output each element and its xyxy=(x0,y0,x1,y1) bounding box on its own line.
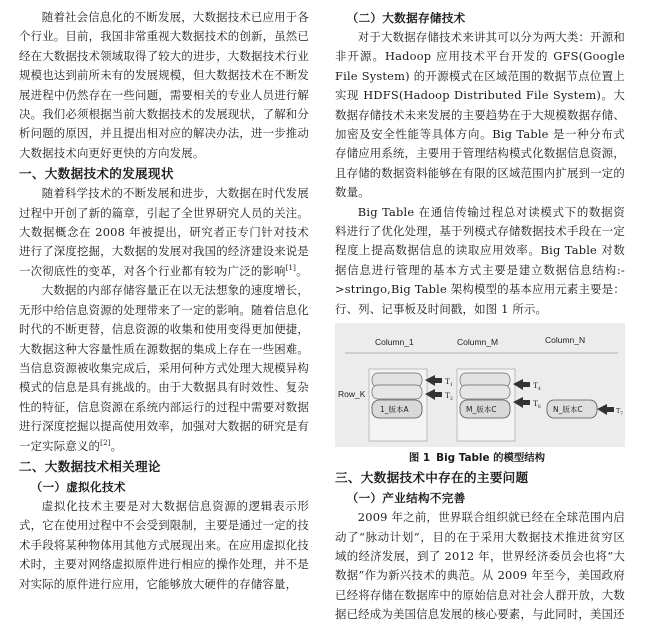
subsection-heading-storage: （二）大数据存储技术 xyxy=(346,11,466,25)
reference-1: [1] xyxy=(285,264,297,273)
section-heading-3: 三、大数据技术中存在的主要问题 xyxy=(335,470,529,486)
arrow-left-icon xyxy=(425,375,442,386)
right-column xyxy=(335,8,625,625)
version-bubble xyxy=(460,385,510,399)
arrow-left-icon xyxy=(597,404,614,415)
intro-paragraph: 随着社会信息化的不断发展，大数据技术已应用于各个行业。目前，我国非常重视大数据技术的创新，虽然已经在大数据技术领域取得了较大的进步，大数据技术行业规模也达到前所未有的发展规模，但大数据技术在不断发展进程中仍然存在一些问题，需要相关的专业人员进行解决。我们必须根据当前大数据技术的发展现状，了解和分析问题的原因，并且提出相对应的解决办法，进一步推动大数据技术向更好更快的方向发展。 xyxy=(19,10,309,160)
reference-2: [2] xyxy=(100,438,111,447)
timestamp-t4: $T_4$ xyxy=(533,381,541,393)
paragraph-storage-types: 对于大数据存储技术来讲其可以分为两大类：开源和非开源。Hadoop 应用技术平台开发的 GFS(Google File System) 的开源模式在区域范围的数据节点位置上实现 HDFS(Hadoop Distributed File System)。大数据存储技术未来发展的主要趋势在于大规模数据存储、加密及安全性能等具体方向。Big Table 是一种分布式存储应用系统，主要用于管理结构模式化数据信息资源，且存储的数据资料能够在有限的区域范围内扩展到一定的数量。 xyxy=(335,30,625,200)
paragraph-storage-capacity xyxy=(19,281,309,456)
arrow-left-icon xyxy=(513,397,530,408)
cell-1-version-label: 1_版本A xyxy=(380,405,409,415)
paragraph-end: 。 xyxy=(296,263,308,278)
figure-title: Big Table 的模型结构 xyxy=(436,452,546,465)
column-n-label: Column_N xyxy=(545,335,586,346)
timestamp-t1: $T_1$ xyxy=(445,377,453,389)
arrow-left-icon xyxy=(513,379,530,390)
paragraph-text: 随着科学技术的不断发展和进步，大数据在时代发展过程中开创了新的篇章，引起了全世界研究人员的关注。大数据概念在 2008 年被提出，研究者正专门针对技术进行了深度挖掘，大数据的发展对我国的经济建设来说是一次彻底性的变革，对各个行业都有较为广泛的影响 xyxy=(19,186,309,278)
paragraph-industry: 2009 年之前，世界联合组织就已经在全球范围内启动了“脉动计划”，目的在于采用大数据技术推进贫穷区域的经济发展，到了 2012 年，世界经济委员会也将“大数据”作为新兴技术的典范。从 2009 年至今，美国政府已经将存储在数据库中的原始信息对社会人群开放，大数据已经成为美国信息发展的核心要素，与此同时，美国还 xyxy=(335,510,625,622)
subsection-heading-industry: （一）产业结构不完善 xyxy=(346,491,466,506)
section-heading-2: 二、大数据技术相关理论 xyxy=(19,458,161,474)
subsection-heading-virtualization: （一）虚拟化技术 xyxy=(30,479,126,494)
left-column xyxy=(19,8,309,594)
bigtable-diagram xyxy=(335,323,625,447)
timestamp-t3: $T_3$ xyxy=(445,391,453,403)
cell-n-version-label: N_版本C xyxy=(553,405,583,415)
paragraph-text: 大数据的内部存储容量正在以无法想象的速度增长，无形中给信息资源的处理带来了一定的影响。随着信息化时代的不断更替，信息资源的收集和使用变得更加便捷，大数据这种大容量性质在源数据的集成上存在一些困难。当信息资源被收集完成后，采用何种方式处理大规模异构模式的信息是具有挑战的。由于大数据具有时效性、复杂性的特征，信息资源在系统内部运行的过程中需要对数据进行深度挖掘以提高使用效率，加强对大数据的研究是有一定实际意义的 xyxy=(19,283,309,453)
bigtable-figure xyxy=(335,323,625,447)
cell-m-version-label: M_版本C xyxy=(466,405,497,415)
paragraph-virtualization: 虚拟化技术主要是对大数据信息资源的逻辑表示形式，它在使用过程中不会受到限制，主要是通过一定的技术手段将某种物体用其他方式展现出来。在应用虚拟化技术时，主要对网络虚拟原件进行相应的操作处理，并不是对实际的原件进行应用，它能够放大硬件的存储容量， xyxy=(19,498,309,591)
timestamp-t7: $T_7$ xyxy=(616,407,623,418)
version-bubble xyxy=(372,385,422,399)
paragraph-bigtable: Big Table 在通信传输过程总对读模式下的数据资料进行了优化处理，基于列模式存储数据技术手段在一定程度上提高数据信息的读取应用效率。Big Table 对数据信息进行管理的基本方式主要是建立数据信息结构:->stringo,Big Table 架构模型的基本应用元素主要是：行、列、记事板及时间戳，如图 1 所示。 xyxy=(335,204,625,316)
timestamp-t6: $T_6$ xyxy=(533,399,541,411)
figure-number: 图 1 xyxy=(408,452,431,465)
column-1-label: Column_1 xyxy=(375,337,414,348)
section-heading-1: 一、大数据技术的发展现状 xyxy=(19,166,174,182)
arrow-left-icon xyxy=(425,389,442,400)
column-m-label: Column_M xyxy=(457,337,499,348)
paragraph-development-status xyxy=(19,184,309,281)
paragraph-end: 。 xyxy=(110,438,123,453)
figure-caption xyxy=(335,449,625,467)
row-k-label: Row_K xyxy=(338,389,366,400)
